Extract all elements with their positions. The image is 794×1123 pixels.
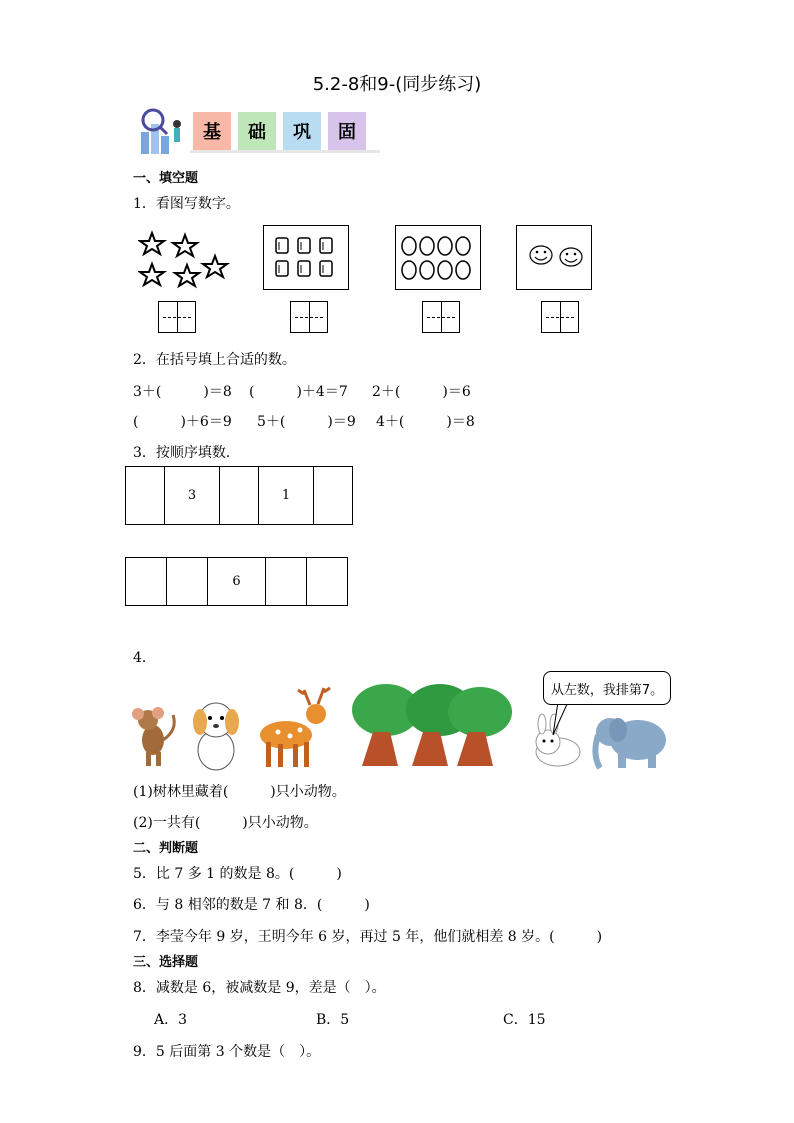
seq1-cell[interactable]	[313, 466, 353, 525]
deer-icon	[260, 688, 330, 767]
question-2: 2．在括号填上合适的数。	[133, 352, 296, 368]
seq1-cell: 1	[258, 466, 314, 525]
seq1-cell: 3	[164, 466, 220, 525]
section-heading-choice: 三、选择题	[133, 955, 199, 970]
question-3: 3．按顺序填数．	[133, 445, 240, 461]
q2-eq-4: ( )＋6＝9	[133, 414, 232, 430]
faces-picture	[516, 225, 592, 290]
answer-box-1[interactable]	[158, 301, 196, 333]
q2-eq-3: 2＋( )＝6	[372, 384, 471, 400]
section-heading-fill: 一、填空题	[133, 171, 199, 186]
question-7: 7．李莹今年 9 岁，王明今年 6 岁，再过 5 年，他们就相差 8 岁。( )	[133, 929, 603, 945]
question-8: 8．减数是 6，被减数是 9，差是（ ）。	[133, 980, 386, 996]
seq2-cell[interactable]	[125, 557, 167, 606]
q2-eq-1: 3＋( )＝8	[133, 384, 232, 400]
stars-picture	[138, 230, 233, 290]
elephant-icon	[595, 718, 666, 768]
seq2-cell[interactable]	[306, 557, 348, 606]
q8-option-b[interactable]: B．5	[316, 1012, 350, 1028]
q2-eq-5: 5＋( )＝9	[257, 414, 356, 430]
pears-picture	[395, 225, 481, 290]
seq2-cell: 6	[207, 557, 266, 606]
page-title: 5.2-8和9-(同步练习)	[312, 74, 482, 95]
answer-box-3[interactable]	[422, 301, 460, 333]
mouse-icon	[132, 707, 174, 766]
question-4-sub1: (1)树林里藏着( )只小动物。	[133, 784, 346, 800]
q8-option-c[interactable]: C．15	[503, 1012, 546, 1028]
answer-box-2[interactable]	[290, 301, 328, 333]
books-picture	[263, 225, 349, 290]
trees-icon	[352, 684, 512, 766]
banner-tile-1: 基	[193, 112, 231, 150]
dog-icon	[193, 703, 239, 770]
section-heading-judge: 二、判断题	[133, 841, 199, 856]
banner-tile-3: 巩	[283, 112, 321, 150]
question-5: 5．比 7 多 1 的数是 8。( )	[133, 866, 342, 882]
question-1: 1．看图写数字。	[133, 196, 240, 212]
banner-tile-4: 固	[328, 112, 366, 150]
seq2-cell[interactable]	[166, 557, 208, 606]
question-9: 9．5 后面第 3 个数是（ ）。	[133, 1044, 321, 1060]
seq1-cell[interactable]	[125, 466, 165, 525]
answer-box-4[interactable]	[541, 301, 579, 333]
banner-tile-2: 础	[238, 112, 276, 150]
question-4: 4．	[133, 650, 156, 666]
question-4-sub2: (2)一共有( )只小动物。	[133, 815, 318, 831]
seq2-cell[interactable]	[265, 557, 307, 606]
question-6: 6．与 8 相邻的数是 7 和 8．( )	[133, 897, 370, 913]
q8-option-a[interactable]: A．3	[154, 1012, 188, 1028]
q2-eq-6: 4＋( )＝8	[376, 414, 475, 430]
q2-eq-2: ( )＋4＝7	[249, 384, 348, 400]
banner-shadow	[190, 150, 380, 153]
study-icon	[133, 106, 189, 156]
seq1-cell[interactable]	[219, 466, 259, 525]
speech-bubble: 从左数，我排第7。	[543, 671, 671, 705]
